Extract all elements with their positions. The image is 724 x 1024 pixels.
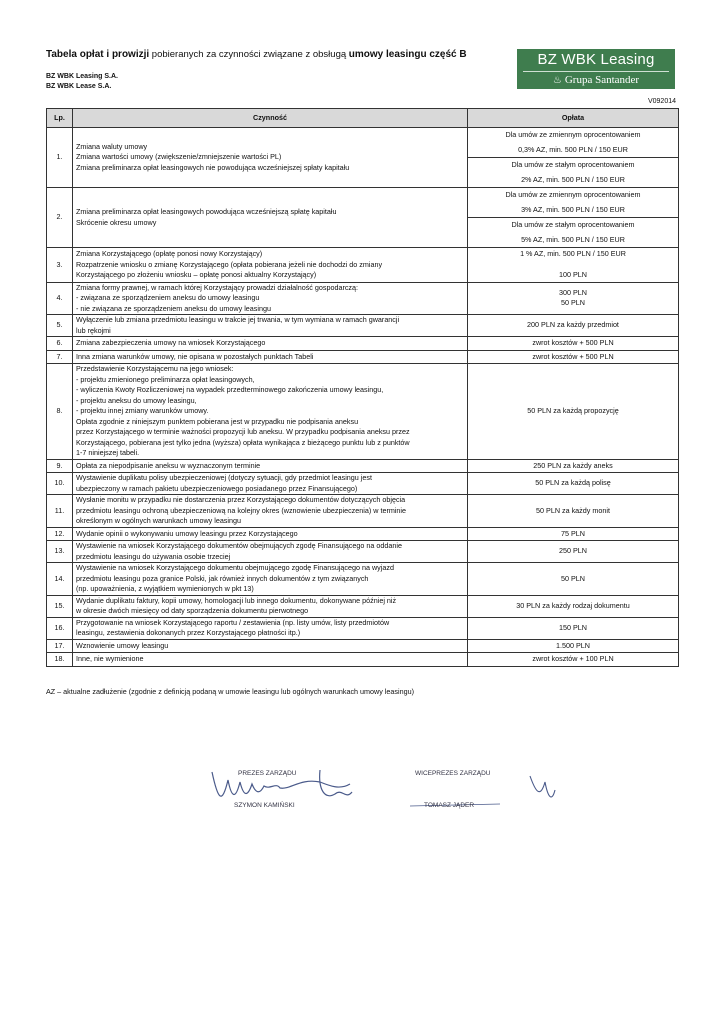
fee-subcell [468, 128, 678, 158]
bz-wbk-leasing-logo [517, 49, 675, 89]
action-line: określonym w ogólnych warunkach umowy leasingu [76, 516, 241, 525]
table-row [47, 527, 679, 541]
row-lp: 4. [47, 282, 73, 315]
header-fee: Opłata [468, 109, 679, 128]
fee-line: 150 PLN [559, 622, 587, 632]
company-1: BZ WBK Leasing S.A. [46, 73, 118, 80]
action-line: Zmiana preliminarza opłat leasingowych nie powodująca wcześniejszej spłaty kapitału [76, 162, 350, 172]
logo-divider [523, 71, 669, 72]
action-line: przez Korzystającego w terminie ważności propozycji lub aneksu. W przypadku podpisania aneksu przez [76, 427, 410, 436]
signature-scribbles [200, 760, 580, 820]
table-body [47, 128, 679, 667]
row-lp: 13. [47, 541, 73, 563]
action-line: Wystawienie duplikatu polisy ubezpieczeniowej (dotyczy sytuacji, gdy przedmiot leasingu jest [76, 473, 372, 482]
action-line: Inna zmiana warunków umowy, nie opisana w pozostałych punktach Tabeli [76, 351, 314, 361]
table-row [47, 128, 679, 188]
action-line: Wydanie duplikatu faktury, kopii umowy, homologacji lub innego dokumentu, dokonywane później niż [76, 595, 397, 605]
fee-line: 200 PLN za każdy przedmiot [527, 320, 619, 330]
row-lp: 18. [47, 653, 73, 667]
action-line: Opłata zgodnie z niniejszym punktem pobierana jest w przypadku nie podpisania aneksu [76, 416, 359, 426]
table-row [47, 188, 679, 248]
row-action [73, 527, 468, 541]
fee-subcell [468, 218, 678, 247]
company-names [46, 72, 118, 92]
fee-table [46, 108, 679, 667]
row-lp: 1. [47, 128, 73, 188]
fee-line: 3% AZ, min. 500 PLN / 150 EUR [521, 204, 625, 214]
row-action [73, 128, 468, 188]
fee-line: 300 PLN [559, 287, 587, 297]
action-line: przedmiotu leasingu do używania osobie trzeciej [76, 551, 231, 561]
action-line: Wznowienie umowy leasingu [76, 640, 169, 650]
action-line: leasingu, zestawienia dokonanych przez Korzystającego płatności itp.) [76, 628, 301, 637]
action-line: - związana ze sporządzeniem aneksu do umowy leasingu [76, 293, 260, 302]
signature-left-name: SZYMON KAMIŃSKI [234, 802, 295, 809]
action-line: - wyliczenia Kwoty Rozliczeniowej na wypadek przedterminowego zakończenia umowy leasingu, [76, 385, 384, 394]
action-line: ubezpieczony w ramach pakietu ubezpieczeniowego posiadanego przez Finansującego) [76, 483, 358, 493]
table-row [47, 653, 679, 667]
fee-line: 1.500 PLN [556, 640, 590, 650]
fee-line: Dla umów ze zmiennym oprocentowaniem [505, 130, 641, 139]
action-line: - nie związana ze sporządzeniem aneksu do umowy leasingu [76, 303, 271, 313]
action-line: - projektu innej zmiany warunków umowy. [76, 406, 209, 415]
table-row [47, 248, 679, 283]
footnote: AZ – aktualne zadłużenie (zgodnie z definicją podaną w umowie leasingu lub ogólnych warunkach umowy leasingu) [46, 687, 414, 696]
fee-line: 1 % AZ, min. 500 PLN / 150 EUR [520, 249, 626, 258]
fee-line [471, 260, 675, 271]
fee-line: 50 PLN [561, 573, 585, 583]
row-action [73, 459, 468, 473]
table-row [47, 639, 679, 653]
action-line: lub rękojmi [76, 325, 111, 335]
action-line: w okresie dwóch miesięcy od daty sporządzenia dokumentu pierwotnego [76, 606, 309, 615]
action-line: przedmiotu leasingu poza granice Polski, jak również innych dokumentów z tym związanych [76, 573, 369, 583]
row-fee [468, 459, 679, 473]
table-row [47, 337, 679, 351]
table-row [47, 595, 679, 617]
signature-right-stroke [530, 776, 555, 797]
row-action [73, 364, 468, 460]
table-row [47, 541, 679, 563]
action-line: Zmiana zabezpieczenia umowy na wniosek Korzystającego [76, 338, 266, 347]
logo-line-1: BZ WBK Leasing [537, 51, 655, 68]
action-line: przedmiotu leasingu ochroną ubezpieczeniową na kolejny okres (wznowienie ubezpieczenia) w terminie [76, 505, 407, 515]
row-lp: 6. [47, 337, 73, 351]
fee-subcell [468, 188, 678, 218]
fee-line: zwrot kosztów + 500 PLN [532, 351, 614, 361]
row-lp: 10. [47, 473, 73, 495]
row-lp: 17. [47, 639, 73, 653]
row-lp: 15. [47, 595, 73, 617]
row-lp: 3. [47, 248, 73, 283]
row-action [73, 563, 468, 596]
row-fee [468, 527, 679, 541]
fee-line: 250 PLN [559, 546, 587, 556]
action-line: Rozpatrzenie wniosku o zmianę Korzystającego (opłata pobierana jeżeli nie dochodzi do zmiany [76, 259, 383, 269]
version-label: V092014 [647, 98, 676, 105]
logo-line-2: Grupa Santander [564, 74, 640, 86]
fee-subcell [468, 158, 678, 187]
action-line: Wystawienie na wniosek Korzystającego dokumentu obejmującego zgodę Finansującego na wyjazd [76, 563, 394, 572]
row-lp: 7. [47, 350, 73, 364]
row-action [73, 617, 468, 639]
table-row [47, 364, 679, 460]
signature-block [200, 760, 580, 820]
fee-line: 5% AZ, min. 500 PLN / 150 EUR [521, 234, 625, 244]
action-line: 1-7 niniejszej tabeli. [76, 448, 140, 457]
fee-line: zwrot kosztów + 500 PLN [532, 338, 614, 347]
fee-line: 0,3% AZ, min. 500 PLN / 150 EUR [518, 144, 628, 154]
row-fee [468, 473, 679, 495]
action-line: Inne, nie wymienione [76, 654, 144, 663]
action-line: Zmiana preliminarza opłat leasingowych powodująca wcześniejszą spłatę kapitału [76, 207, 337, 216]
fee-line: 50 PLN [561, 298, 585, 308]
title-bold-2: umowy leasingu część B [348, 49, 467, 60]
title-normal: pobieranych za czynności związane z obsługą [149, 49, 349, 60]
row-fee [468, 595, 679, 617]
action-line: Wysłanie monitu w przypadku nie dostarczenia przez Korzystającego dokumentów dotyczących objęcia [76, 495, 406, 504]
action-line: Zmiana formy prawnej, w ramach której Korzystający prowadzi działalność gospodarczą: [76, 282, 359, 292]
action-line: - projektu aneksu do umowy leasingu, [76, 395, 197, 405]
action-line: Wystawienie na wniosek Korzystającego dokumentów obejmujących zgodę Finansującego na oddanie [76, 541, 402, 550]
santander-flame-icon: ♨ [552, 75, 562, 86]
action-line: Przedstawienie Korzystającemu na jego wniosek: [76, 364, 234, 373]
action-line: Korzystającego, pobierana jest tylko jedna (wyższa) opłata wynikająca z bieżącego punktu lub z punktów [76, 437, 410, 447]
row-lp: 16. [47, 617, 73, 639]
fee-line: 250 PLN za każdy aneks [533, 460, 613, 470]
header-action: Czynność [73, 109, 468, 128]
document-title [46, 49, 467, 60]
table-row [47, 495, 679, 528]
row-lp: 8. [47, 364, 73, 460]
header-lp: Lp. [47, 109, 73, 128]
table-row [47, 282, 679, 315]
row-lp: 9. [47, 459, 73, 473]
table-row [47, 350, 679, 364]
row-action [73, 337, 468, 351]
action-line: Zmiana waluty umowy [76, 141, 148, 151]
row-fee [468, 128, 679, 188]
row-lp: 14. [47, 563, 73, 596]
row-lp: 5. [47, 315, 73, 337]
row-action [73, 315, 468, 337]
table-row [47, 563, 679, 596]
row-fee [468, 495, 679, 528]
row-fee [468, 282, 679, 315]
row-fee [468, 639, 679, 653]
fee-line: 100 PLN [559, 270, 587, 279]
row-fee [468, 653, 679, 667]
row-fee [468, 188, 679, 248]
fee-line: 2% AZ, min. 500 PLN / 150 EUR [521, 174, 625, 184]
action-line: Wyłączenie lub zmiana przedmiotu leasingu w trakcie jej trwania, w tym wymiana w ramach gwarancji [76, 315, 400, 324]
row-lp: 11. [47, 495, 73, 528]
row-lp: 2. [47, 188, 73, 248]
signature-right-name: TOMASZ JĄDER [424, 802, 475, 809]
action-line: Korzystającego po złożeniu wniosku – opłatę ponosi aktualny Korzystający) [76, 270, 317, 279]
action-line: Wydanie opinii o wykonywaniu umowy leasingu przez Korzystającego [76, 528, 298, 538]
table-row [47, 617, 679, 639]
signature-left-flourish [320, 770, 352, 796]
row-fee [468, 364, 679, 460]
signature-right-role: WICEPREZES ZARZĄDU [415, 770, 491, 777]
company-2: BZ WBK Lease S.A. [46, 83, 112, 90]
row-action [73, 282, 468, 315]
action-line: Opłata za niepodpisanie aneksu w wyznaczonym terminie [76, 460, 261, 470]
row-fee [468, 350, 679, 364]
row-lp: 12. [47, 527, 73, 541]
fee-line: Dla umów ze zmiennym oprocentowaniem [505, 190, 641, 199]
table-row [47, 459, 679, 473]
row-fee [468, 248, 679, 283]
row-action [73, 188, 468, 248]
row-action [73, 595, 468, 617]
fee-line: 75 PLN [561, 528, 585, 538]
action-line: Skrócenie okresu umowy [76, 217, 157, 227]
title-bold-1: Tabela opłat i prowizji [46, 49, 150, 60]
row-action [73, 541, 468, 563]
table-row [47, 473, 679, 495]
fee-line: Dla umów ze stałym oprocentowaniem [511, 160, 635, 169]
row-fee [468, 315, 679, 337]
fee-line: 50 PLN za każdy monit [536, 505, 610, 515]
action-line: Zmiana Korzystającego (opłatę ponosi nowy Korzystający) [76, 249, 263, 258]
signature-left-role: PREZES ZARZĄDU [238, 770, 297, 777]
fee-line: 30 PLN za każdy rodzaj dokumentu [516, 600, 630, 610]
fee-line: Dla umów ze stałym oprocentowaniem [511, 220, 635, 229]
action-line: Przygotowanie na wniosek Korzystającego raportu / zestawienia (np. listy umów, listy przedmiotów [76, 617, 390, 627]
row-action [73, 350, 468, 364]
row-action [73, 495, 468, 528]
row-action [73, 639, 468, 653]
table-row [47, 315, 679, 337]
fee-line: 50 PLN za każdą propozycję [527, 406, 619, 415]
fee-line: 50 PLN za każdą polisę [535, 478, 611, 488]
action-line: (np. upoważnienia, z wyjątkiem wymienionych w pkt 13) [76, 584, 254, 593]
row-fee [468, 337, 679, 351]
row-action [73, 248, 468, 283]
row-fee [468, 541, 679, 563]
table-header-row [47, 109, 679, 128]
row-fee [468, 617, 679, 639]
action-line: - projektu zmienionego preliminarza opłat leasingowych, [76, 374, 255, 384]
action-line: Zmiana wartości umowy (zwiększenie/zmniejszenie wartości PL) [76, 152, 282, 162]
row-fee [468, 563, 679, 596]
logo-line-2-wrap [517, 74, 675, 86]
fee-line: zwrot kosztów + 100 PLN [532, 654, 614, 663]
row-action [73, 473, 468, 495]
row-action [73, 653, 468, 667]
